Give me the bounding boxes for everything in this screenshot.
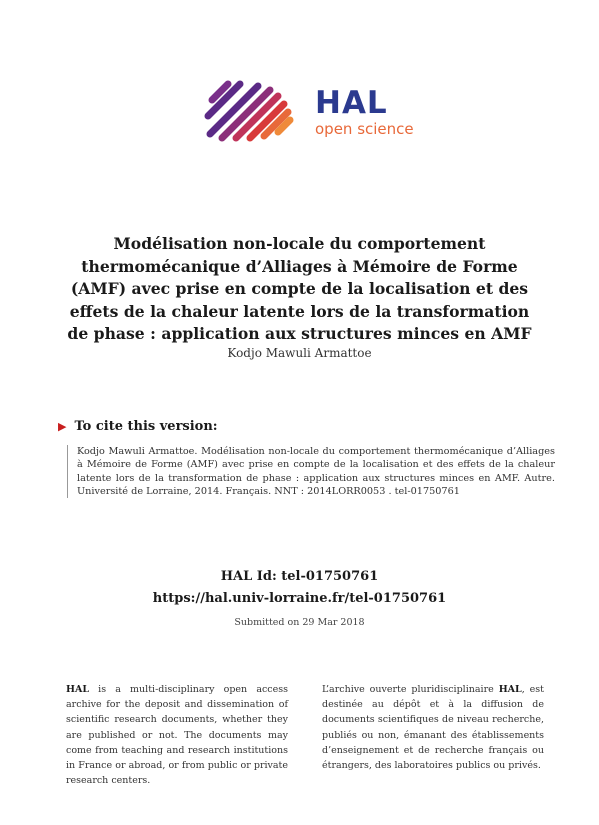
footer-french-text: L’archive ouverte pluridisciplinaire [322, 684, 499, 695]
citation-text: Kodjo Mawuli Armattoe. Modélisation non-locale du comportement thermomécanique d’Alliages à Mémoire de Forme (AMF) avec prise en compte de la localisation et des effets de la chaleur latente lors de la transformation de phase : application aux structures minces en AMF. Autre. Université de Lorraine, 2014. Français. NNT : 2014LORR0053 . tel-01750761 [67, 445, 555, 498]
footer-english-text: is a multi-disciplinary open access archive for the deposit and dissemination of scientific research documents, whether they are published or not. The documents may come from teaching and research institutions in France or abroad, or from public or private research centers. [66, 684, 288, 787]
triangle-right-icon: ▶ [58, 420, 67, 433]
cite-heading [58, 419, 218, 434]
document-author: Kodjo Mawuli Armattoe [227, 346, 372, 360]
hal-tagline: open science [315, 120, 414, 138]
document-title: Modélisation non-locale du comportement thermomécanique d’Alliages à Mémoire de Forme (AMF) avec prise en compte de la localisation et des effets de la chaleur latente lors de la transformation de phase : application aux structures minces en AMF [67, 234, 532, 343]
hal-id: HAL Id: tel-01750761 [220, 569, 379, 584]
hal-logo-mark-icon [200, 72, 300, 144]
footer-french-text-2: , est destinée au dépôt et à la diffusion de documents scientifiques de niveau recherche, publiés ou non, émanant des établissements d’enseignement et de recherche français ou étrangers, des laboratoires publics ou privés. [322, 684, 544, 772]
footer-english-notice [66, 682, 288, 788]
submission-date: Submitted on 29 Mar 2018 [234, 617, 365, 628]
hal-bold-label-fr: HAL [498, 684, 522, 695]
footer-french-notice [322, 682, 544, 773]
cite-heading-label: To cite this version: [74, 419, 218, 434]
hal-bold-label: HAL [66, 684, 90, 695]
hal-url-link[interactable]: https://hal.univ-lorraine.fr/tel-01750761 [152, 591, 447, 606]
hal-brand-text: HAL [315, 85, 388, 121]
hal-logo [200, 72, 440, 144]
